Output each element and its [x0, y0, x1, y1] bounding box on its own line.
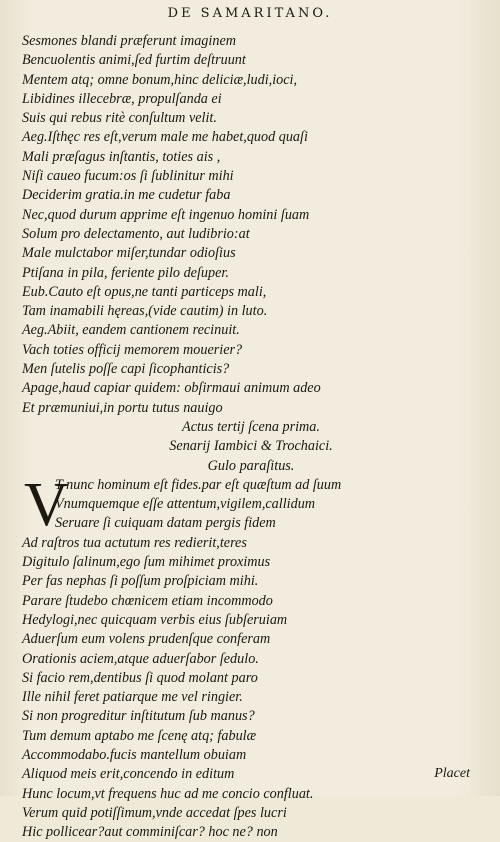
text-line: Tam inamabili hęreas,(vide cautim) in luto. — [22, 303, 268, 320]
text-line: Gulo paraſitus. — [207, 457, 295, 474]
text-line: Deciderim gratia.in me cudetur faba — [22, 187, 231, 204]
text-line: Senarij Iambici & Trochaici. — [169, 438, 333, 455]
text-line: Bencuolentis animi,ſed furtim deſtruunt — [22, 52, 246, 69]
text-line: Ad raſtros tua actutum res redierit,teres — [22, 534, 247, 551]
text-line: Libidines illecebræ, propulſanda ei — [22, 90, 222, 107]
text-line: Actus tertij ſcena prima. — [182, 418, 320, 435]
text-line: Mentem atq; omne bonum,hinc deliciæ,ludi,ioci, — [22, 71, 298, 88]
text-line: Solum pro delectamento, aut ludibrio:at — [22, 225, 250, 242]
text-block — [22, 32, 480, 842]
text-line: Tum demum aptabo me ſcenę atq; fabulæ — [22, 727, 257, 744]
text-line: Hedylogi,nec quicquam verbis eius ſubſeruiam — [22, 611, 288, 628]
text-line: Per fas nephas ſi poſſum proſpiciam mihi. — [22, 573, 259, 590]
text-line: Vach toties officij memorem mouerier? — [22, 341, 243, 358]
text-line: Aeg.Iſthęc res eſt,verum male me habet,quod quaſi — [22, 129, 308, 146]
text-line: Hic pollicear?aut comminiſcar? hoc ne? non — [22, 824, 278, 841]
text-line: Aliquod meis erit,concendo in editum — [22, 766, 235, 783]
verse-initial — [22, 470, 480, 539]
text-line: Aduerſum eum volens prudenſque conferam — [22, 631, 271, 648]
text-line: Niſi caueo fucum:os ſi ſublinitur mihi — [22, 168, 234, 185]
scene-heading — [22, 418, 480, 476]
text-line: Nec,quod durum apprime eſt ingenuo homini ſuam — [22, 206, 310, 223]
text-line: Men ſutelis poſſe capi ſicophanticis? — [22, 361, 230, 378]
text-line: Mali præſagus inſtantis, toties ais , — [22, 148, 221, 165]
text-line: Sesmones blandi præferunt imaginem — [22, 33, 236, 49]
catchword: Placet — [434, 766, 470, 781]
initial-block — [22, 470, 480, 539]
text-line: Eub.Cauto eſt opus,ne tanti particeps mali, — [22, 283, 267, 300]
text-line: Digitulo ſalinum,ego ſum mihimet proximus — [22, 554, 271, 571]
text-line: Male mulctabor miſer,tundar odioſius — [22, 245, 236, 262]
text-line: Suis qui rebus ritè conſultum velit. — [22, 110, 217, 127]
verse-before — [22, 32, 480, 418]
text-line: Vnumquemque eſſe attentum,vigilem,callidum — [55, 496, 316, 513]
text-line: Hunc locum,vt frequens huc ad me concio confluat. — [22, 785, 314, 802]
text-line: Seruare ſi cuiquam datam pergis fidem — [55, 515, 276, 532]
text-line: T nunc hominum eſt fides.par eſt quæſtum ad ſuum — [55, 476, 342, 493]
drop-cap: V — [24, 470, 69, 539]
text-line: Ptiſana in pila, feriente pilo deſuper. — [22, 264, 229, 281]
text-line: Et præmuniui,in portu tutus nauigo — [22, 399, 223, 416]
running-head: DE SAMARITANO. — [167, 6, 333, 21]
text-line: Si non progreditur inſtitutum ſub manus? — [22, 708, 255, 725]
text-line: Si facio rem,dentibus ſi quod molant paro — [22, 669, 258, 686]
text-line: Parare ſtudebo chœnicem etiam incommodo — [22, 592, 273, 609]
text-line: Apage,haud capiar quidem: obſirmaui animum adeo — [22, 380, 321, 397]
text-line: Accommodabo.fucis mantellum obuiam — [22, 746, 247, 763]
text-line: Ille nihil feret patiarque me vel ringier. — [22, 689, 243, 706]
text-line: Aeg.Abiit, eandem cantionem recinuit. — [22, 322, 240, 339]
text-line: Orationis aciem,atque aduerſabor ſedulo. — [22, 650, 259, 667]
text-line: Verum quid potiſſimum,vnde accedat ſpes lucri — [22, 804, 287, 821]
